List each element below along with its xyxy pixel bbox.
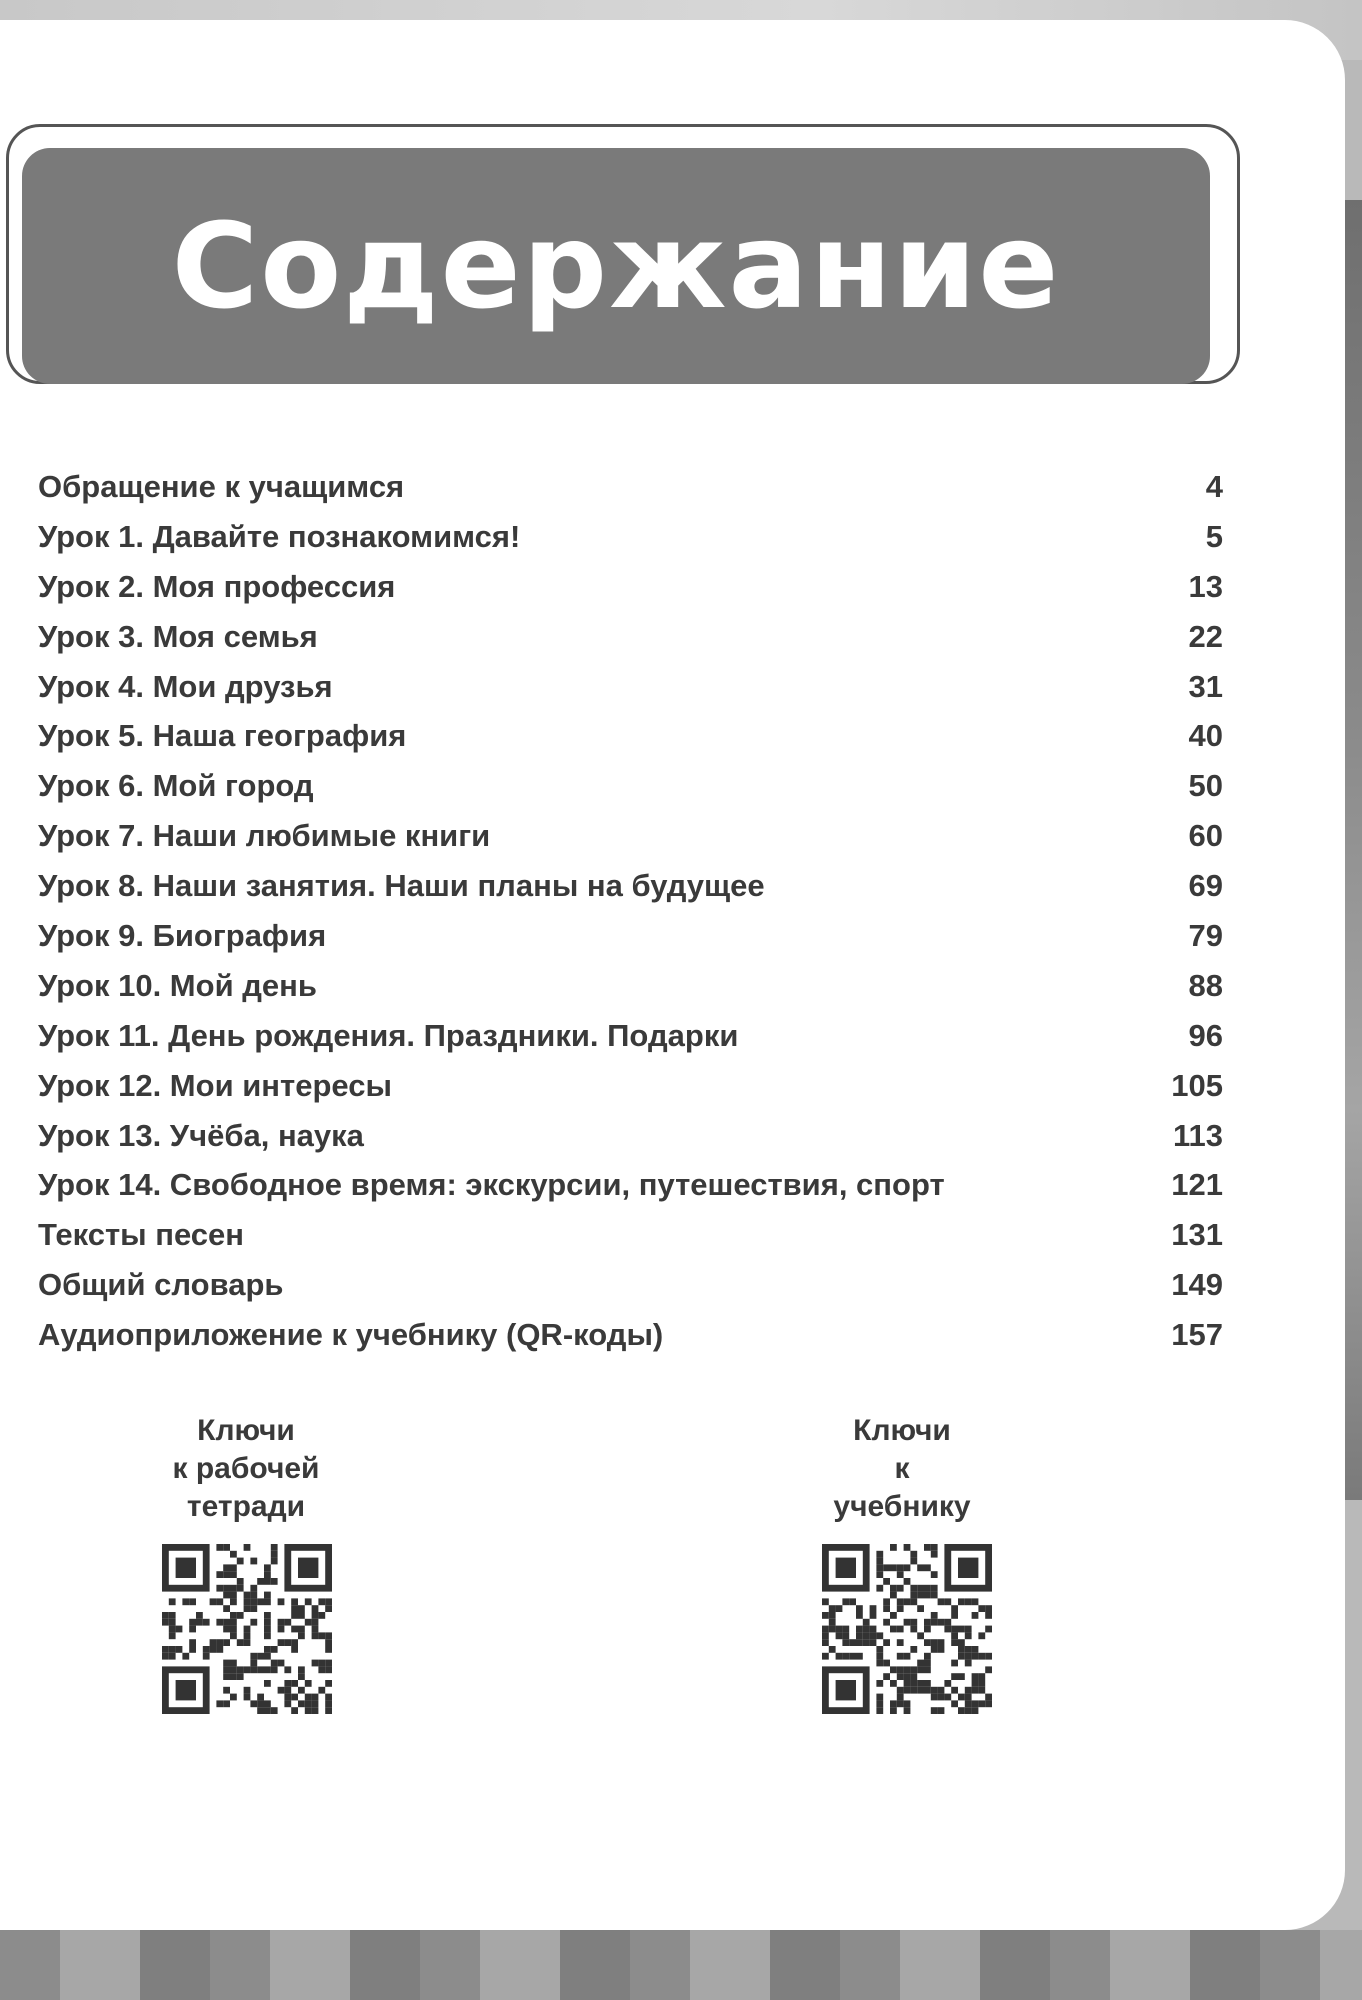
toc-item-page: 105 — [1171, 1067, 1223, 1103]
toc-item-label: Урок 12. Мои интересы — [38, 1067, 392, 1103]
toc-item-label: Общий словарь — [38, 1267, 284, 1303]
toc-item-label: Обращение к учащимся — [38, 468, 405, 504]
toc-item[interactable] — [38, 1210, 1223, 1260]
toc-item[interactable] — [38, 612, 1223, 662]
toc-item-label: Урок 5. Наша география — [38, 718, 407, 754]
toc-item-label: Урок 1. Давайте познакомимся! — [38, 518, 521, 554]
qr-label-textbook-keys: Ключи к учебнику — [833, 1414, 971, 1523]
toc-item-page: 22 — [1188, 618, 1223, 654]
table-of-contents — [38, 462, 1223, 1360]
toc-item[interactable] — [38, 662, 1223, 712]
qr-block-workbook-keys — [106, 1412, 386, 1526]
toc-item-page: 31 — [1188, 668, 1223, 704]
toc-item[interactable] — [38, 1160, 1223, 1210]
toc-item-label: Аудиоприложение к учебнику (QR-коды) — [38, 1317, 664, 1353]
toc-item-page: 50 — [1188, 768, 1223, 804]
toc-item-page: 131 — [1171, 1217, 1223, 1253]
toc-item[interactable] — [38, 761, 1223, 811]
toc-item[interactable] — [38, 1260, 1223, 1310]
toc-item-label: Урок 6. Мой город — [38, 768, 314, 804]
toc-item[interactable] — [38, 512, 1223, 562]
toc-item-page: 69 — [1188, 868, 1223, 904]
toc-item-label: Урок 14. Свободное время: экскурсии, путешествия, спорт — [38, 1167, 945, 1203]
toc-item[interactable] — [38, 1111, 1223, 1161]
toc-item-page: 40 — [1188, 718, 1223, 754]
toc-item-label: Урок 2. Моя профессия — [38, 568, 396, 604]
qr-block-textbook-keys — [762, 1412, 1042, 1526]
toc-item-label: Урок 8. Наши занятия. Наши планы на будущее — [38, 868, 765, 904]
page-title: Содержание — [171, 197, 1061, 335]
background-bottom-band — [0, 1930, 1362, 2000]
toc-item[interactable] — [38, 1061, 1223, 1111]
toc-item-page: 121 — [1171, 1167, 1223, 1203]
toc-item-page: 96 — [1188, 1017, 1223, 1053]
qr-label-workbook-keys: Ключи к рабочей тетради — [172, 1414, 320, 1523]
qr-code-textbook-keys[interactable] — [822, 1544, 992, 1714]
toc-item-page: 5 — [1205, 518, 1223, 554]
toc-item[interactable] — [38, 1310, 1223, 1360]
toc-item-label: Урок 10. Мой день — [38, 967, 317, 1003]
toc-item-page: 79 — [1188, 917, 1223, 953]
toc-item-page: 113 — [1172, 1117, 1223, 1153]
toc-item[interactable] — [38, 911, 1223, 961]
toc-item-label: Урок 7. Наши любимые книги — [38, 818, 491, 854]
toc-item-page: 157 — [1171, 1317, 1223, 1353]
toc-item-page: 13 — [1188, 568, 1223, 604]
toc-item-label: Урок 9. Биография — [38, 917, 327, 953]
toc-item-label: Урок 4. Мои друзья — [38, 668, 333, 704]
toc-item[interactable] — [38, 1011, 1223, 1061]
toc-item-label: Урок 13. Учёба, наука — [38, 1117, 364, 1153]
toc-item-page: 4 — [1205, 468, 1223, 504]
toc-item[interactable] — [38, 462, 1223, 512]
toc-item-label: Урок 11. День рождения. Праздники. Подарки — [38, 1017, 739, 1053]
toc-item-label: Тексты песен — [38, 1217, 245, 1253]
toc-item-label: Урок 3. Моя семья — [38, 618, 318, 654]
toc-item[interactable] — [38, 861, 1223, 911]
qr-code-workbook-keys[interactable] — [162, 1544, 332, 1714]
toc-item[interactable] — [38, 811, 1223, 861]
toc-item[interactable] — [38, 961, 1223, 1011]
toc-item[interactable] — [38, 711, 1223, 761]
toc-item-page: 60 — [1188, 818, 1223, 854]
toc-item[interactable] — [38, 562, 1223, 612]
toc-item-page: 88 — [1188, 967, 1223, 1003]
toc-item-page: 149 — [1171, 1267, 1223, 1303]
